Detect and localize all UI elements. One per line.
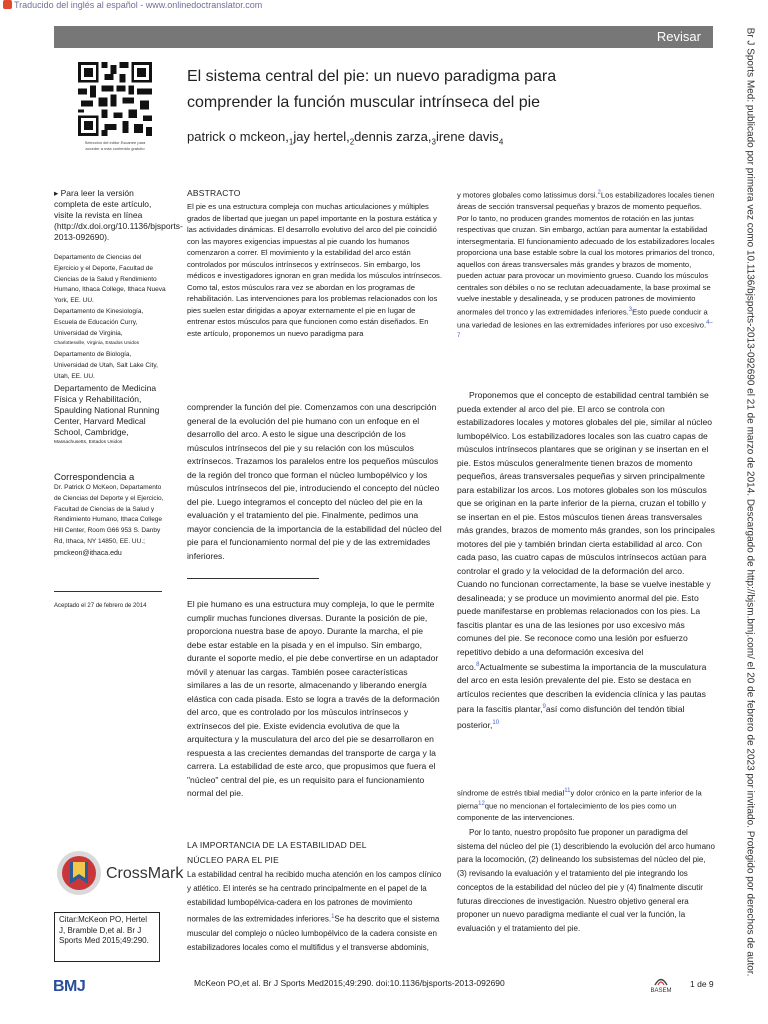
qr-caption: Selección del editor Escanee para acceder a más contenido gratuito — [84, 140, 146, 151]
affiliation-4: Departamento de Medicina Física y Rehabilitación, Spaulding National Running Center, Harvard Medical School, Cambridge, — [54, 382, 160, 437]
full-article-link[interactable]: Para leer la versión completa de este artículo, visite la revista en línea (http://dx.doi.org/10.1136/bjsports-2013-092690). — [54, 188, 183, 242]
correspondence-address: Dr. Patrick O McKeon, Departamento de Ciencias del Deporte y el Ejercicio, Facultad de Ciencias de la Salud y Rendimiento Humano, Ithaca College Hill Center, Room G66 953 S. Danby Rd, Ithaca, NY 14850, EE. UU.; — [54, 484, 164, 545]
reference-link[interactable]: 2 — [597, 190, 601, 196]
side-copyright-notice — [738, 27, 762, 977]
reference-link[interactable]: 1 — [331, 914, 335, 920]
basem-emblem-icon — [654, 976, 668, 986]
abstract-divider — [187, 578, 319, 579]
col2-text: Actualmente se subestima la importancia de la musculatura del arco en esta lesión prevalente del pie. Esto se destaca en artículos recientes que describen la evidencia clínica y las pautas para la fascitis plantar, — [457, 661, 707, 715]
affiliation-3: Departamento de Biología, Universidad de Utah, Salt Lake City, Utah, EE. UU. — [54, 351, 158, 380]
page-number: 1 de 9 — [690, 979, 714, 989]
abstract-heading: ABSTRACTO — [187, 188, 241, 198]
translation-banner-text: Traducido del inglés al español - www.onlinedoctranslator.com — [14, 0, 263, 10]
section-heading — [187, 840, 443, 866]
affiliation-2-location: Charlottesville, Virginia, Estados Unidos — [54, 341, 139, 347]
reference-link[interactable]: 12 — [478, 801, 485, 808]
col2-text: que no mencionan el fortalecimiento de los pies como un componente de las intervenciones. — [457, 801, 677, 823]
section-paragraph — [187, 868, 443, 955]
author-affiliation-mark: 2 — [349, 137, 355, 147]
col2-continued-paragraph — [457, 786, 715, 824]
bullet-icon: ▸ — [54, 188, 61, 198]
translator-logo-icon — [3, 0, 12, 9]
reference-link[interactable]: 3 — [628, 306, 633, 313]
section-text-continued: Se ha descrito que el sistema muscular del complejo o núcleo lumbopélvico de la cadera consiste en estabilizadores locales como el multifidus y el transverse abdominis, — [187, 914, 440, 952]
col2-purpose-paragraph: Por lo tanto, nuestro propósito fue proponer un paradigma del sistema del núcleo del pie (1) describiendo la evolución del arco humano para la locomoción, (2) delineando los subsistemas del núcleo del pie, (3) revisando la evaluación y el tratamiento del pie integrando los conceptos de la estabilidad del núcleo del pie y (4) finalmente discutir futuras direcciones de investigación. Nuestro objetivo general era proponer un nuevo paradigma mediante el cual ver la función, la evaluación y el tratamiento del pie. — [457, 828, 715, 933]
author-name[interactable]: jay hertel, — [293, 129, 350, 144]
author-affiliation-mark: 1 — [288, 137, 294, 147]
side-notice-text[interactable]: Br J Sports Med: publicado por primera vez como 10.1136/bjsports-2013-092690 el 21 de marzo de 2014. Descargado de http://bjsm.bmj.com/ el 20 de febrero de 2023 por invitado. Protegido por derechos de autor. — [744, 27, 756, 977]
author-list — [187, 129, 657, 147]
basem-logo-text: BASEM — [650, 988, 672, 994]
intro-paragraph: El pie humano es una estructura muy compleja, lo que le permite cumplir muchas funciones diversas. Durante la posición de pie, proporciona nuestra base de apoyo. Durante la marcha, el pie debe estar estable en la pisada y en el impulso. Sin embargo, durante el soporte medio, el pie debe convertirse en un adaptador móvil y atenuar las cargas. También posee características similares a las de un resorte, almacenando y liberando energía elástica con cada pisada. Esto se logra a través de la deformación del arco, que es controlado por los músculos intrínsecos y extrínsecos del pie. Existe evidencia evolutiva de que la arquitectura y la musculatura del arco del pie se desarrollaron en respuesta a las crecientes demandas del transporte de carga y la carrera. La estabilidad de este arco, que propusimos que fuera el "núcleo" central del pie, es un requisito para el funcionamiento normal del pie. — [187, 599, 440, 798]
title-line-1: El sistema central del pie: un nuevo paradigma para — [187, 68, 557, 85]
correspondence — [54, 472, 166, 559]
col2-text: y dolor crónico en la parte inferior de la pierna — [457, 788, 702, 811]
col2-text: Esto puede conducir a una variedad de lesiones en las extremidades inferiores por uso excesivo. — [457, 307, 708, 330]
correspondence-heading: Correspondencia a — [54, 472, 135, 483]
qr-code-icon[interactable] — [78, 62, 152, 136]
author-name[interactable]: patrick o mckeon, — [187, 129, 289, 144]
citation-box: Citar:McKeon PO, Hertel J, Bramble D,et al. Br J Sports Med 2015;49:290. — [54, 912, 160, 962]
col2-text: así como disfunción del tendón tibial posterior, — [457, 704, 685, 730]
affiliations — [54, 253, 166, 448]
reference-link[interactable]: 8 — [476, 662, 480, 668]
left-divider — [54, 591, 162, 592]
affiliation-2: Departamento de Kinesiología, Escuela de Educación Curry, Universidad de Virginia, — [54, 307, 144, 337]
col2-intro-paragraph — [457, 188, 715, 344]
article-title — [187, 64, 657, 116]
translation-banner[interactable] — [0, 0, 768, 14]
col2-text: Proponemos que el concepto de estabilidad central también se pueda extender al arco del pie. El arco se controla con estabilizadores locales y motores globales del pie, similar al núcleo lumbopélvico. Los estabilizadores locales son las cuatro capas de músculos intrínsecos plantares que se originan y se insertan en el pie. Estos músculos generalmente tienen brazos de momento pequeños, áreas transversales pequeñas y sirven principalmente para estabilizar los arcos. Los motores globales son los músculos que se originan en la parte inferior de la pierna, cruzan el tobillo y se insertan en el pie. Estos músculos tienen áreas transversales más grandes, brazos de momento más grandes, son los principales motores del pie y también brindan cierta estabilidad al arco. Con cada paso, las cuatro capas de músculos intrínsecos actúan para controlar el grado y la velocidad de la deformación del arco. Cuando no funcionan correctamente, la base se vuelve inestable y desalineada; y se produce un movimiento anormal del pie. Esto puede manifestarse en problemas relacionados con los pies. La fascitis plantar es una de las lesiones por uso excesivo más comunes del pie. Se reconoce como una lesión por esfuerzo repetitivo debido a una deformación excesiva del arco. — [457, 390, 715, 672]
col2-text: síndrome de estrés tibial medial — [457, 788, 565, 798]
reference-link[interactable]: 11 — [564, 788, 571, 794]
col2-text: y motores globales como latissimus dorsi. — [457, 190, 598, 200]
abstract-continued: comprender la función del pie. Comenzamos con una descripción general de la evolución del pie humano con un enfoque en el desarrollo del arco. A esto le sigue una descripción de los músculos intrínsecos del pie y su relación con los músculos extrínsecos. Trazamos los paralelos entre los pequeños músculos de la región del tronco que forman el núcleo lumbopélvico y los músculos intrínsecos del pie, introduciendo el concepto del núcleo del pie. Luego integramos el concepto del núcleo del pie en la evaluación y el tratamiento del pie. Finalmente, pedimos una mayor conciencia de la importancia de la estabilidad del núcleo del pie para el funcionamiento normal del pie y de las extremidades inferiores. — [187, 402, 442, 561]
full-article-note — [54, 188, 183, 243]
abstract-text: El pie es una estructura compleja con muchas articulaciones y múltiples grados de libertad que juegan un papel importante en la postura estática y las actividades dinámicas. El desarrollo evolutivo del arco del pie coincidió con las mayores exigencias impuestas al pie cuando los humanos comenzaron a correr. El movimiento y la estabilidad del arco están controlados por músculos intrínsecos y extrínsecos. Sin embargo, los médicos e investigadores ignoran en gran medida los músculos intrínsecos. Como tal, estos músculos rara vez se abordan en los programas de rehabilitación. Las intervenciones para los problemas relacionados con los pies suelen estar dirigidas a apoyar externamente el pie en lugar de entrenar estos músculos para que funcionen como están diseñados. En este artículo, proponemos un nuevo paradigma para — [187, 202, 442, 338]
section-text: La estabilidad central ha recibido mucha atención en los campos clínico y atlético. El interés se ha centrado principalmente en el papel de la estabilidad lumbopélvica-cadera en los patrones de movimiento normales de las extremidades inferiores. — [187, 870, 442, 924]
reference-link[interactable]: 4–7 — [457, 319, 713, 339]
crossmark-badge[interactable] — [56, 848, 184, 908]
crossmark-icon — [56, 850, 102, 896]
author-affiliation-mark: 4 — [498, 137, 504, 147]
title-line-2: comprender la función muscular intrínseca del pie — [187, 94, 541, 111]
basem-logo — [646, 976, 676, 996]
reference-link[interactable]: 9 — [542, 704, 546, 711]
review-label: Revisar — [656, 29, 701, 44]
affiliation-1: Departamento de Ciencias del Ejercicio y el Deporte, Facultad de Ciencias de la Salud y Rendimiento Humano, Ithaca College, Ithaca Nueva York, EE. UU. — [54, 254, 166, 305]
col2-main-paragraph — [457, 389, 715, 732]
affiliation-4-location: Massachusetts, Estados Unidos — [54, 439, 123, 445]
bmj-logo[interactable]: BMJ — [53, 978, 86, 995]
accepted-date: Aceptado el 27 de febrero de 2014 — [54, 603, 147, 609]
crossmark-label: CrossMark — [106, 865, 184, 882]
author-name[interactable]: irene davis — [435, 129, 499, 144]
author-name[interactable]: dennis zarza, — [354, 129, 432, 144]
author-affiliation-mark: 3 — [431, 137, 436, 147]
footer-citation: McKeon PO,et al. Br J Sports Med2015;49:290. doi:10.1136/bjsports-2013-092690 — [194, 978, 505, 988]
review-bar — [54, 26, 713, 48]
col2-text: Los estabilizadores locales tienen áreas de sección transversal pequeñas y brazos de momento pequeños. Por lo tanto, no producen grandes momentos de rotación en las juntas respectivas que cruzan. Sin embargo, actúan para aumentar la estabilidad intersegmentaria. El funcionamiento adecuado de los estabilizadores locales proporciona una base estable sobre la cual los motores primarios del tronco, aquellos con áreas transversales más grandes y brazos de momento, pueden actuar para provocar un movimiento grueso. Cuando los músculos centrales son débiles o no se reclutan adecuadamente, la base proximal se vuelve inestable y desalineada, y se producen patrones de movimiento anormales del tronco y las extremidades inferiores. — [457, 190, 715, 317]
correspondence-email[interactable]: pmckeon@ithaca.edu — [54, 549, 122, 557]
section-heading-line-2: NÚCLEO PARA EL PIE — [187, 854, 279, 865]
section-heading-line-1: LA IMPORTANCIA DE LA ESTABILIDAD DEL — [187, 840, 367, 850]
reference-link[interactable]: 10 — [492, 719, 500, 726]
